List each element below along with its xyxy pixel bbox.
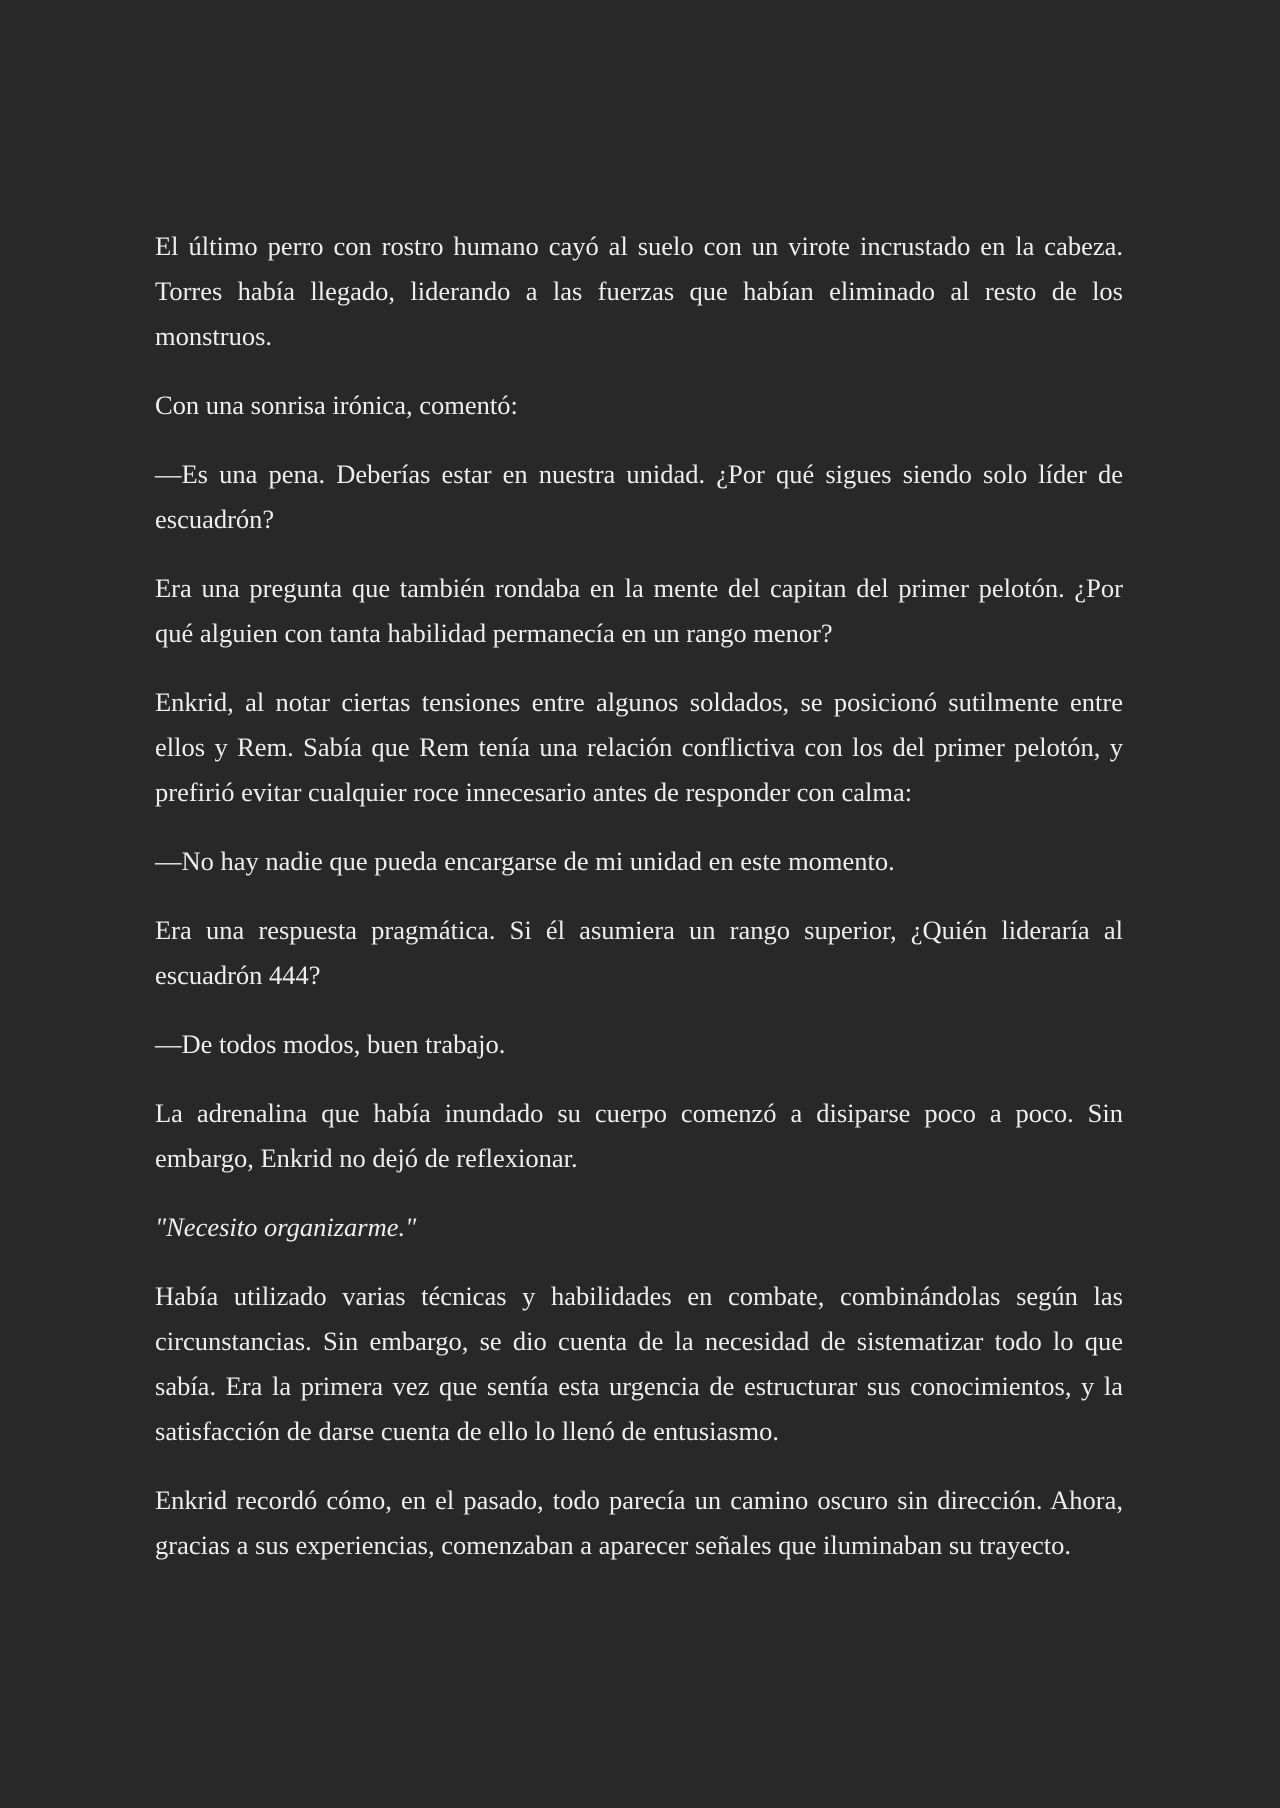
chapter-body [155,224,1123,1592]
dialogue-1: —Es una pena. Deberías estar en nuestra unidad. ¿Por qué sigues siendo solo líder de escuadrón? [155,459,1123,534]
thought-1: "Necesito organizarme." [155,1212,417,1242]
dialogue-2: —No hay nadie que pueda encargarse de mi unidad en este momento. [155,846,895,876]
paragraph-8: Enkrid recordó cómo, en el pasado, todo parecía un camino oscuro sin dirección. Ahora, gracias a sus experiencias, comenzaban a aparecer señales que iluminaban su trayecto. [155,1485,1123,1560]
paragraph-1: El último perro con rostro humano cayó al suelo con un virote incrustado en la cabeza. Torres había llegado, liderando a las fuerzas que habían eliminado al resto de los monstruos. [155,231,1123,351]
paragraph-6: La adrenalina que había inundado su cuerpo comenzó a disiparse poco a poco. Sin embargo, Enkrid no dejó de reflexionar. [155,1098,1123,1173]
dialogue-3: —De todos modos, buen trabajo. [155,1029,506,1059]
paragraph-7: Había utilizado varias técnicas y habilidades en combate, combinándolas según las circunstancias. Sin embargo, se dio cuenta de la necesidad de sistematizar todo lo que sabía. Era la primera vez que sentía esta urgencia de estructurar sus conocimientos, y la satisfacción de darse cuenta de ello lo llenó de entusiasmo. [155,1281,1123,1446]
paragraph-2: Con una sonrisa irónica, comentó: [155,390,518,420]
paragraph-3: Era una pregunta que también rondaba en la mente del capitan del primer pelotón. ¿Por qué alguien con tanta habilidad permanecía en un rango menor? [155,573,1123,648]
paragraph-5: Era una respuesta pragmática. Si él asumiera un rango superior, ¿Quién lideraría al escuadrón 444? [155,915,1123,990]
paragraph-4: Enkrid, al notar ciertas tensiones entre algunos soldados, se posicionó sutilmente entre ellos y Rem. Sabía que Rem tenía una relación conflictiva con los del primer pelotón, y prefirió evitar cualquier roce innecesario antes de responder con calma: [155,687,1123,807]
